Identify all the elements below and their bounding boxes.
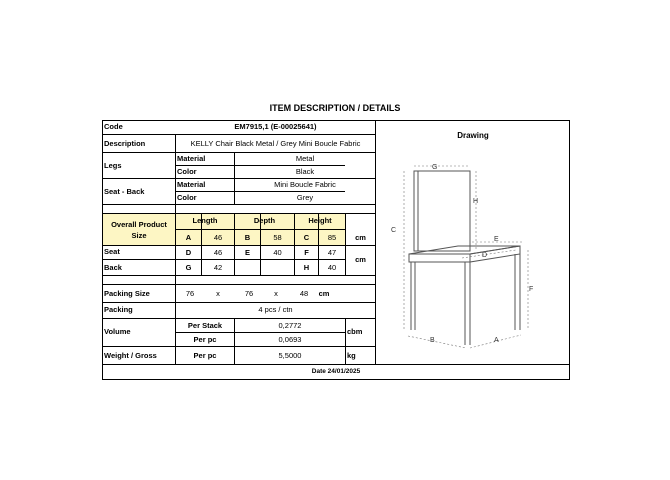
value-e: 40 (273, 248, 282, 257)
weight-per-pc-label: Per pc (193, 351, 217, 360)
seat-back-color-value: Grey (296, 193, 314, 202)
weight-label: Weight / Gross (104, 351, 157, 360)
packing-sep-1: x (216, 289, 220, 298)
volume-per-stack-label: Per Stack (187, 321, 223, 330)
packing-height: 48 (299, 289, 309, 298)
seat-back-material-label: Material (177, 180, 206, 189)
volume-unit: cbm (347, 327, 363, 336)
length-header: Length (192, 216, 218, 225)
value-d: 46 (213, 248, 223, 257)
seat-back-material-value: Mini Boucle Fabric (274, 180, 336, 189)
drawing-letter-g: G (432, 164, 438, 171)
legs-color-label: Color (177, 167, 197, 176)
drawing-letter-d: D (482, 252, 488, 259)
drawing-letter-b: B (430, 337, 435, 344)
letter-h: H (303, 263, 310, 272)
letter-f: F (304, 248, 309, 257)
letter-a: A (185, 233, 192, 242)
depth-header: Depth (253, 216, 276, 225)
document-date: Date 24/01/2025 (311, 368, 361, 375)
code-value: EM7915,1 (E-00025641) (234, 122, 317, 131)
seat-label: Seat (104, 247, 120, 256)
drawing-letter-e: E (494, 236, 499, 243)
letter-c: C (303, 233, 310, 242)
height-header: Height (308, 216, 332, 225)
drawing-letter-c: C (391, 227, 397, 234)
value-f: 47 (327, 248, 337, 257)
drawing-letter-a: A (494, 337, 499, 344)
drawing-letter-f: F (529, 286, 534, 293)
packing-value: 4 pcs / ctn (258, 305, 293, 314)
letter-g: G (185, 263, 192, 272)
packing-label: Packing (104, 305, 133, 314)
description-label: Description (104, 139, 146, 148)
packing-size-label: Packing Size (104, 289, 150, 298)
overall-size-label: Overall Product Size (111, 220, 167, 240)
packing-width: 76 (244, 289, 254, 298)
value-b: 58 (273, 233, 282, 242)
volume-per-stack-value: 0,2772 (278, 321, 302, 330)
legs-material-label: Material (177, 154, 206, 163)
legs-label: Legs (104, 161, 122, 170)
seat-back-unit: cm (355, 255, 366, 264)
weight-value: 5,5000 (278, 351, 302, 360)
letter-e: E (244, 248, 250, 257)
legs-color-value: Black (295, 167, 315, 176)
back-label: Back (104, 263, 122, 272)
chair-drawing (376, 150, 570, 364)
letter-b: B (244, 233, 251, 242)
value-a: 46 (213, 233, 223, 242)
weight-unit: kg (347, 351, 356, 360)
overall-unit: cm (355, 233, 366, 242)
volume-per-pc-label: Per pc (193, 335, 217, 344)
legs-material-value: Metal (295, 154, 315, 163)
document-title: ITEM DESCRIPTION / DETAILS (269, 103, 401, 113)
drawing-letter-h: H (473, 198, 479, 205)
value-h: 40 (327, 263, 337, 272)
description-value: KELLY Chair Black Metal / Grey Mini Boucle Fabric (190, 139, 361, 148)
packing-unit: cm (318, 289, 330, 298)
volume-label: Volume (104, 327, 131, 336)
seat-back-label: Seat - Back (104, 187, 145, 196)
seat-back-color-label: Color (177, 193, 197, 202)
packing-sep-2: x (274, 289, 278, 298)
letter-d: D (185, 248, 192, 257)
code-label: Code (104, 122, 123, 131)
drawing-label: Drawing (457, 131, 489, 140)
value-c: 85 (327, 233, 337, 242)
value-g: 42 (213, 263, 223, 272)
packing-length: 76 (185, 289, 195, 298)
volume-per-pc-value: 0,0693 (278, 335, 302, 344)
